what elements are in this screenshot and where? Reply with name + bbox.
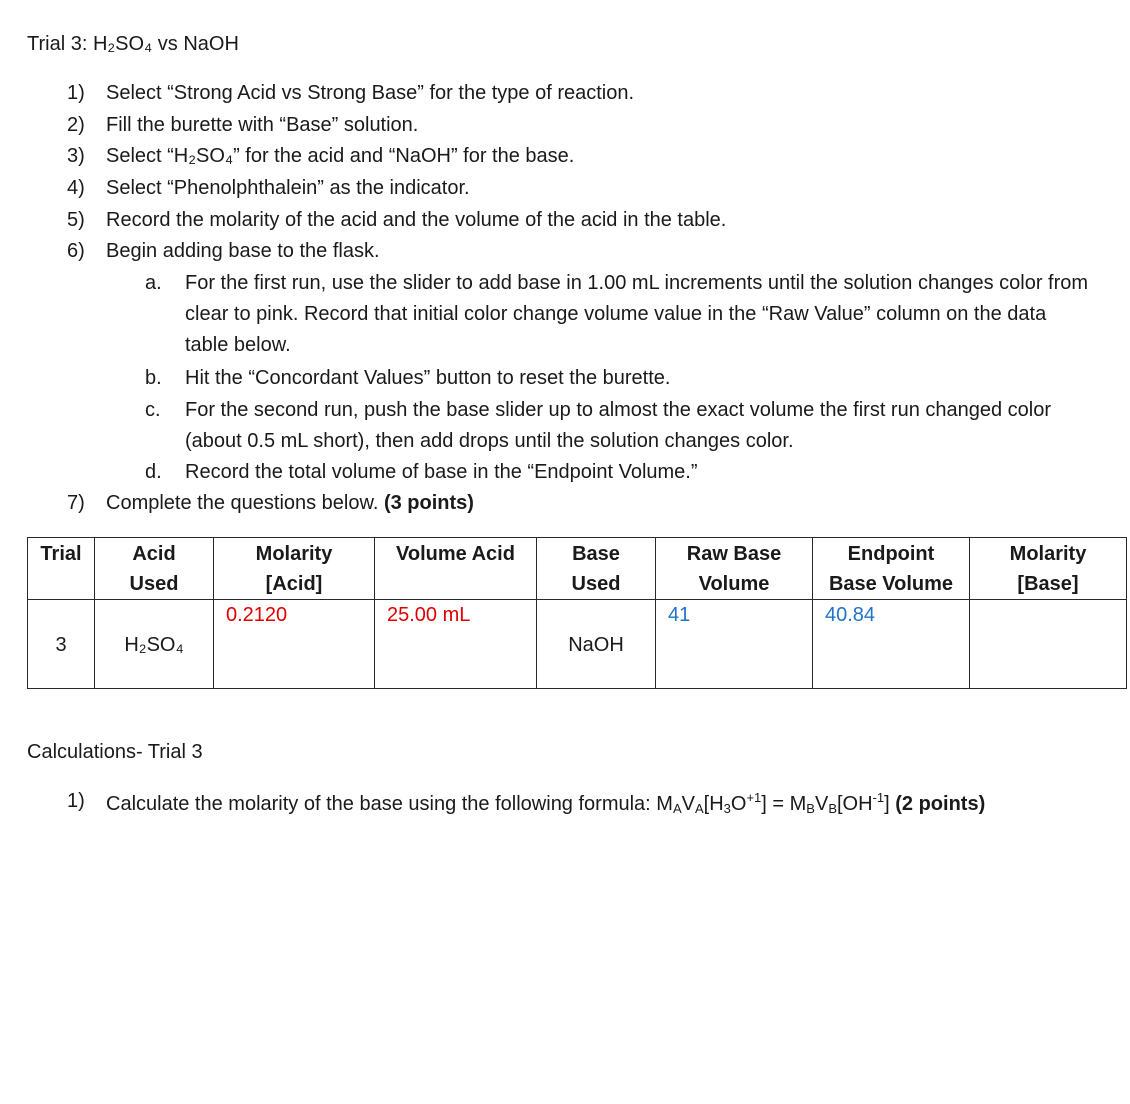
step-text: Fill the burette with “Base” solution. <box>106 114 419 136</box>
header-volume-acid: Volume Acid <box>375 538 537 600</box>
table-row <box>28 600 1127 689</box>
header-molarity-acid: Molarity [Acid] <box>214 538 375 600</box>
step-number: 1) <box>67 82 85 104</box>
cell-endpoint-volume[interactable]: 40.84 <box>813 600 970 689</box>
substep-text: For the first run, use the slider to add base in 1.00 mL increments until the solution changes color from clear to pink. Record that initial color change volume value in the “Raw Value” column on the data table below. <box>185 272 1089 356</box>
substep-letter: c. <box>145 399 161 421</box>
cell-trial: 3 <box>28 600 95 689</box>
cell-raw-base-volume[interactable]: 41 <box>656 600 813 689</box>
step-number: 3) <box>67 145 85 167</box>
question-number: 1) <box>67 790 85 812</box>
step-number: 7) <box>67 492 85 514</box>
cell-molarity-acid[interactable]: 0.2120 <box>214 600 375 689</box>
substep-text: For the second run, push the base slider up to almost the exact volume the first run changed color (about 0.5 mL short), then add drops until the solution changes color. <box>185 399 1052 452</box>
step-text <box>106 492 474 515</box>
substep-text: Hit the “Concordant Values” button to reset the burette. <box>185 367 671 389</box>
page-title: Trial 3: H₂SO₄ vs NaOH <box>27 33 239 55</box>
substep-text: Record the total volume of base in the “Endpoint Volume.” <box>185 461 698 483</box>
step-number: 4) <box>67 177 85 199</box>
calculations-title: Calculations- Trial 3 <box>27 741 203 763</box>
step-text: Select “Strong Acid vs Strong Base” for the type of reaction. <box>106 82 635 104</box>
points-label: (2 points) <box>895 793 986 815</box>
data-table <box>27 537 1127 689</box>
header-trial: Trial <box>28 538 95 600</box>
step-text: Select “Phenolphthalein” as the indicator. <box>106 177 470 199</box>
question-text: Calculate the molarity of the base using the following formula: $M_AV_A[H_3O^{+1}] = M_BV_B[OH^{-1}]$ (2 points) <box>106 790 986 816</box>
substep-letter: d. <box>145 461 162 483</box>
step-number: 6) <box>67 240 85 262</box>
question-prompt: Calculate the molarity of the base using the following formula: <box>106 793 651 815</box>
cell-volume-acid[interactable]: 25.00 mL <box>375 600 537 689</box>
step-text: Begin adding base to the flask. <box>106 240 380 262</box>
header-base-used: Base Used <box>537 538 656 600</box>
header-acid-used: Acid Used <box>95 538 214 600</box>
substep-letter: a. <box>145 272 162 294</box>
cell-acid-used: H₂SO₄ <box>95 600 214 689</box>
table-header-row <box>28 538 1127 600</box>
step-number: 5) <box>67 209 85 231</box>
substep-letter: b. <box>145 367 162 389</box>
step-text-main: Complete the questions below. <box>106 492 379 514</box>
step-text: Record the molarity of the acid and the volume of the acid in the table. <box>106 209 727 231</box>
step-text: Select “H₂SO₄” for the acid and “NaOH” for the base. <box>106 145 575 167</box>
step-number: 2) <box>67 114 85 136</box>
header-raw-base-volume: Raw Base Volume <box>656 538 813 600</box>
points-label: (3 points) <box>383 492 474 514</box>
calculation-question-1 <box>67 790 986 816</box>
header-endpoint-volume: Endpoint Base Volume <box>813 538 970 600</box>
cell-base-used: NaOH <box>537 600 656 689</box>
cell-molarity-base[interactable] <box>970 600 1127 689</box>
header-molarity-base: Molarity [Base] <box>970 538 1127 600</box>
